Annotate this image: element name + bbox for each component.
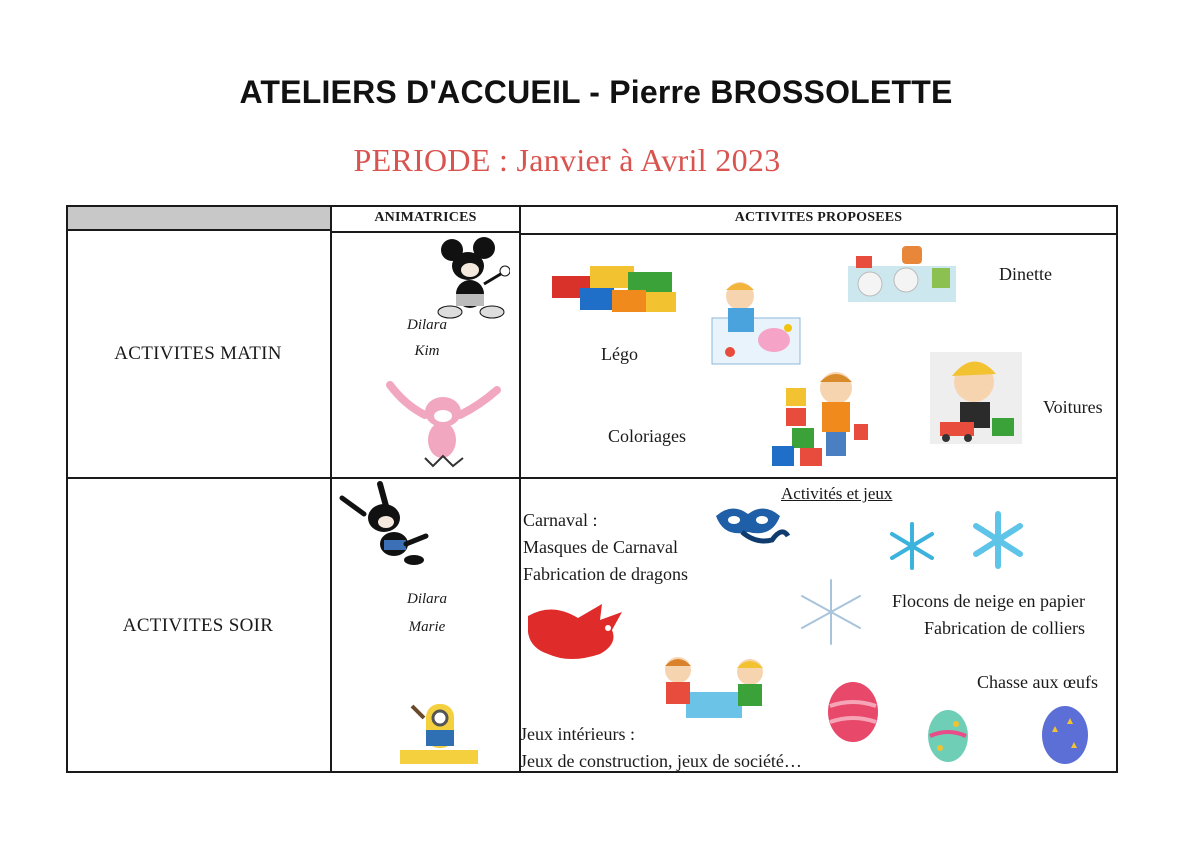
- activity-coloriages: Coloriages: [608, 426, 686, 446]
- animatrice-name: Dilara: [406, 317, 447, 333]
- dinette-image: [846, 240, 958, 304]
- activity-lego: Légo: [601, 344, 638, 364]
- dragon-image: [522, 598, 632, 666]
- header-animatrices: ANIMATRICES: [374, 210, 477, 225]
- easter-egg-image: [826, 680, 880, 744]
- coloring-child-image: [710, 278, 802, 366]
- activity-jeux-title: Jeux intérieurs :: [520, 724, 635, 744]
- animatrice-name: Dilara: [406, 591, 447, 607]
- minion-image: [398, 696, 482, 766]
- car-child-image: [930, 352, 1022, 444]
- activity-masques: Masques de Carnaval: [523, 537, 678, 557]
- mickey-image: [430, 236, 510, 320]
- row-label-soir: ACTIVITES SOIR: [122, 615, 274, 636]
- page-title: ATELIERS D'ACCUEIL - Pierre BROSSOLETTE: [239, 74, 953, 110]
- header-activites: ACTIVITES PROPOSEES: [734, 210, 903, 225]
- activity-chasse: Chasse aux œufs: [977, 672, 1098, 692]
- activity-dragons: Fabrication de dragons: [523, 564, 688, 584]
- row-label-matin: ACTIVITES MATIN: [114, 343, 282, 364]
- activity-jeux-detail: Jeux de construction, jeux de société…: [520, 751, 802, 771]
- lego-image: [550, 258, 680, 318]
- pink-panther-image: [385, 380, 505, 470]
- activity-dinette: Dinette: [999, 264, 1052, 284]
- animatrice-name: Kim: [414, 343, 440, 359]
- kids-playing-image: [656, 654, 772, 720]
- easter-egg-image: [1040, 704, 1090, 766]
- activity-carnaval-title: Carnaval :: [523, 510, 598, 530]
- activity-heading: Activités et jeux: [781, 484, 893, 503]
- activity-flocons: Flocons de neige en papier: [892, 591, 1085, 611]
- header-gray-cell: [66, 207, 330, 229]
- snowflake-icon: [884, 520, 940, 572]
- snowflake-icon: [968, 510, 1028, 570]
- easter-egg-image: [926, 708, 970, 764]
- animatrice-name: Marie: [408, 619, 446, 635]
- activity-voitures: Voitures: [1043, 397, 1103, 417]
- snowflake-icon: [796, 576, 866, 648]
- blocks-child-image: [766, 366, 878, 470]
- activity-colliers: Fabrication de colliers: [924, 618, 1085, 638]
- carnival-masks-image: [712, 492, 792, 552]
- oswald-image: [334, 480, 434, 566]
- period-subtitle: PERIODE : Janvier à Avril 2023: [353, 142, 781, 178]
